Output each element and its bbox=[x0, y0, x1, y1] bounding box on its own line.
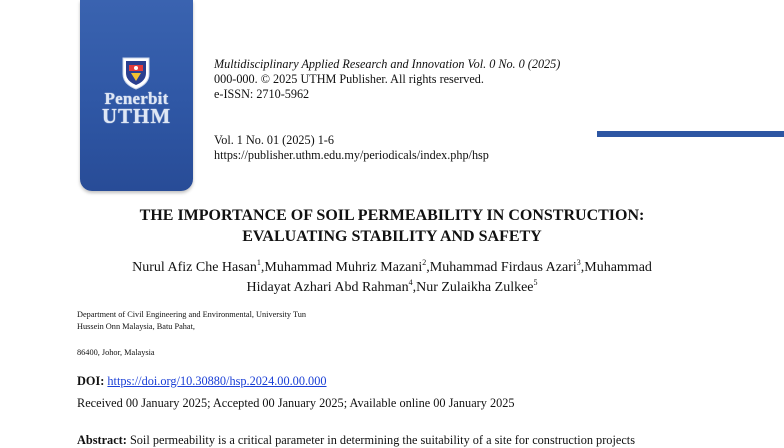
journal-name: Multidisciplinary Applied Research and Innovation Vol. 0 No. 0 (2025) bbox=[214, 57, 561, 71]
received-dates: Received 00 January 2025; Accepted 00 January 2025; Available online 00 January 2025 bbox=[77, 396, 515, 410]
author-superscript: 2 bbox=[422, 258, 427, 267]
header-rule bbox=[597, 131, 784, 137]
author-superscript: 5 bbox=[533, 278, 538, 287]
paper-title bbox=[60, 205, 724, 247]
author-separator: , bbox=[260, 260, 265, 275]
journal-issn: e-ISSN: 2710-5962 bbox=[214, 87, 310, 101]
author-name: Muhammad Muhriz Mazani bbox=[264, 260, 423, 275]
abstract-text: Soil permeability is a critical parameter in determining the suitability of a site for construction projects bbox=[129, 433, 635, 447]
author-superscript: 3 bbox=[576, 258, 581, 267]
logo-text-penerbit: Penerbit bbox=[104, 89, 169, 108]
journal-copyright: 000-000. © 2025 UTHM Publisher. All rights reserved. bbox=[214, 72, 484, 86]
author-line-1 bbox=[60, 258, 724, 278]
abstract-label: Abstract: bbox=[77, 433, 127, 447]
affiliation-line-2: Hussein Onn Malaysia, Batu Pahat, bbox=[77, 322, 195, 331]
postal-address: 86400, Johor, Malaysia bbox=[77, 348, 155, 357]
author-list bbox=[60, 258, 724, 298]
author-name: Nurul Afiz Che Hasan bbox=[132, 260, 257, 275]
affiliation-line-1: Department of Civil Engineering and Environmental, University Tun bbox=[77, 310, 307, 319]
author-name: Hidayat Azhari Abd Rahman bbox=[246, 280, 409, 295]
author-separator: , bbox=[412, 280, 417, 295]
doi-line bbox=[77, 373, 327, 389]
doi-link[interactable]: https://doi.org/10.30880/hsp.2024.00.00.000 bbox=[107, 374, 327, 388]
author-name: Nur Zulaikha Zulkee bbox=[416, 280, 534, 295]
title-line-2: EVALUATING STABILITY AND SAFETY bbox=[242, 228, 542, 245]
doi-label: DOI: bbox=[77, 374, 105, 388]
crest-icon bbox=[120, 56, 152, 90]
author-separator: , bbox=[426, 260, 430, 275]
author-superscript: 1 bbox=[256, 258, 261, 267]
journal-info bbox=[214, 57, 614, 102]
journal-url[interactable]: https://publisher.uthm.edu.my/periodicals/index.php/hsp bbox=[214, 148, 489, 162]
author-line-2 bbox=[60, 278, 724, 298]
title-line-1: THE IMPORTANCE OF SOIL PERMEABILITY IN CONSTRUCTION: bbox=[139, 207, 645, 224]
abstract bbox=[77, 432, 784, 448]
publisher-logo bbox=[80, 0, 193, 191]
logo-text-uthm: UTHM bbox=[101, 104, 172, 128]
volume-info bbox=[214, 133, 489, 163]
author-name: Muhammad bbox=[584, 260, 652, 275]
author-name: Muhammad Firdaus Azari bbox=[429, 260, 577, 275]
affiliation bbox=[77, 309, 397, 333]
author-separator: , bbox=[580, 260, 585, 275]
author-superscript: 4 bbox=[408, 278, 413, 287]
volume-number: Vol. 1 No. 01 (2025) 1-6 bbox=[214, 133, 334, 147]
